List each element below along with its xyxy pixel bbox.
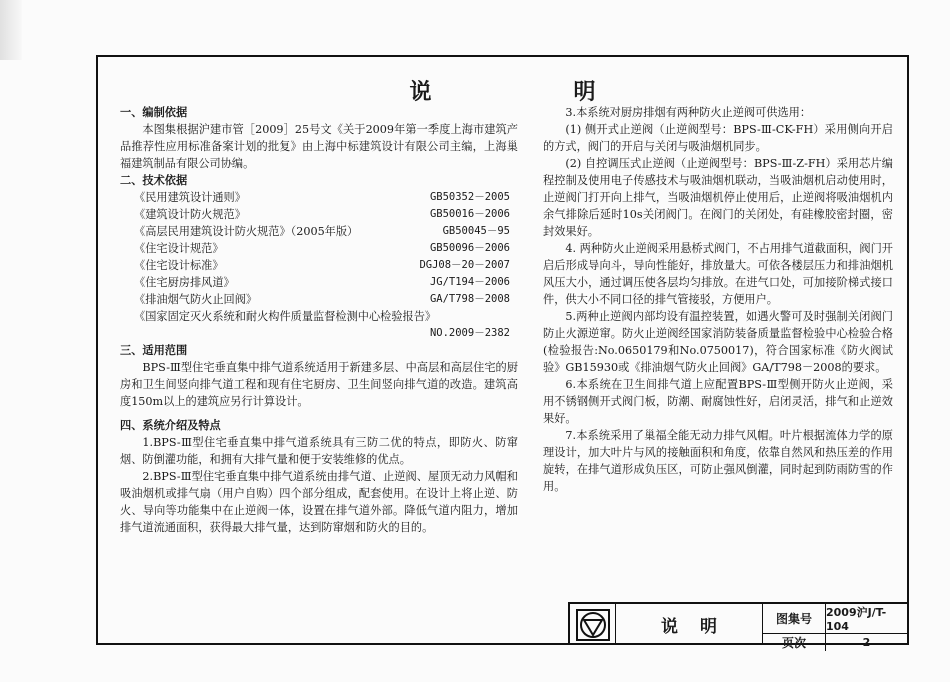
standard-row: 《住宅设计规范》 GB50096－2006 (134, 242, 510, 255)
company-logo-icon (570, 604, 616, 645)
section-heading-technical: 二、技术依据 (120, 173, 188, 187)
standard-row: 《建筑设计防火规范》 GB50016－2006 (134, 208, 510, 221)
sheet-name: 说明 (616, 604, 763, 645)
atlas-number-value: 2009沪J/T-104 (826, 604, 907, 634)
section-heading-basis: 一、编制依据 (120, 105, 188, 119)
drawing-frame (96, 55, 909, 650)
paragraph-4: 4. 两种防火止逆阀采用悬桥式阀门，不占用排气道截面积，阀门开启后形成导向斗，导向性能好，排放量大。可依各楼层压力和排油烟机风压大小，通过调压使各层均匀排放。在进气口处，可加接阶梯式接口件，供大小不同口径的排气管接驳，方便用户。 (543, 242, 893, 306)
standard-row-long-code: NO.2009－2382 (429, 327, 510, 339)
standard-row: 《高层民用建筑设计防火规范》（2005年版） GB50045－95 (134, 225, 510, 238)
standard-row-long-name: 《国家固定灭火系统和耐火构件质量监督检测中心检验报告》 (134, 310, 437, 323)
title-block-meta (763, 604, 907, 650)
paragraph-6: 6.本系统在卫生间排气道上应配置BPS-Ⅲ型侧开防火止逆阀，采用不锈钢侧开式阀门板，防潮、耐腐蚀性好，启闭灵活，排气和止逆效果好。 (543, 378, 893, 425)
page-number-value: 2 (862, 636, 871, 649)
standard-row: 《排油烟气防火止回阀》 GA/T798－2008 (134, 293, 510, 306)
right-column (543, 104, 893, 495)
left-column (120, 104, 518, 536)
standard-row: 《住宅厨房排风道》 JG/T194－2006 (134, 276, 510, 289)
standard-row: 《住宅设计标准》 DGJ08－20－2007 (134, 259, 510, 272)
scan-edge-mark (0, 0, 22, 60)
standard-row: 《民用建筑设计通则》 GB50352－2005 (134, 191, 510, 204)
section-text-feature-2: 2.BPS-Ⅲ型住宅垂直集中排气道系统由排气道、止逆阀、屋顶无动力风帽和吸油烟机或排气扇（用户自购）四个部分组成，配套使用。在设计上将止逆、防火、导向等功能集中在止逆阀一体，设置在排气道外部。降低气道内阻力，增加排气道流通面积，获得最大排气量，达到防窜烟和防火的目的。 (120, 470, 518, 534)
paragraph-5: 5.两种止逆阀内部均设有温控装置，如遇火警可及时强制关闭阀门防止火源逆窜。防火止逆阀经国家消防装备质量监督检验中心检验合格(检验报告:No.0650179和No.0750017)，符合国家标准《防火阀试验》GB15930或《排油烟气防火止回阀》GA/T798－2008的要求。 (543, 310, 893, 374)
paragraph-3: 3.本系统对厨房排烟有两种防火止逆阀可供选用： (565, 106, 812, 119)
section-text-basis: 本图集根据沪建市管［2009］25号文《关于2009年第一季度上海市建筑产品推荐性应用标准备案计划的批复》由上海中标建筑设计有限公司主编，上海巢福建筑制品有限公司协编。 (120, 123, 518, 170)
page-title: 说 明 (409, 79, 656, 105)
section-heading-scope: 三、适用范围 (120, 343, 188, 357)
section-heading-features: 四、系统介绍及特点 (120, 418, 221, 432)
section-text-feature-1: 1.BPS-Ⅲ型住宅垂直集中排气道系统具有三防二优的特点，即防火、防窜烟、防倒灌功能，和拥有大排气量和便于安装维修的优点。 (120, 436, 518, 466)
paragraph-7: 7.本系统采用了巢福全能无动力排气风帽。叶片根据流体力学的原理设计，加大叶片与风的接触面积和角度，依靠自然风和热压差的作用旋转，在排气道形成负压区，可防止强风倒灌，同时起到防雨防雪的作用。 (543, 429, 893, 493)
paragraph-3-1: (1) 侧开式止逆阀（止逆阀型号：BPS-Ⅲ-CK-FH）采用侧向开启的方式，阀门的开启与关闭与吸油烟机同步。 (543, 123, 893, 153)
section-text-scope: BPS-Ⅲ型住宅垂直集中排气道系统适用于新建多层、中高层和高层住宅的厨房和卫生间竖向排气道工程和现有住宅厨房、卫生间竖向排气道的改造。建筑高度150m以上的建筑应另行计算设计。 (120, 361, 518, 408)
page-number-label: 页次 (763, 634, 826, 651)
paragraph-3-2: (2) 自控调压式止逆阀（止逆阀型号：BPS-Ⅲ-Z-FH）采用芯片编程控制及使用电子传感技术与吸油烟机联动，当吸油烟机启动使用时，止逆阀门打开向上排气，当吸油烟机停止使用后，止逆阀将吸油烟机内余气排除后延时10s关闭阀门。在阀门的关闭处，有硅橡胶密封圈，密封效果好。 (543, 157, 893, 238)
title-block (568, 602, 907, 650)
atlas-number-label: 图集号 (763, 604, 826, 634)
